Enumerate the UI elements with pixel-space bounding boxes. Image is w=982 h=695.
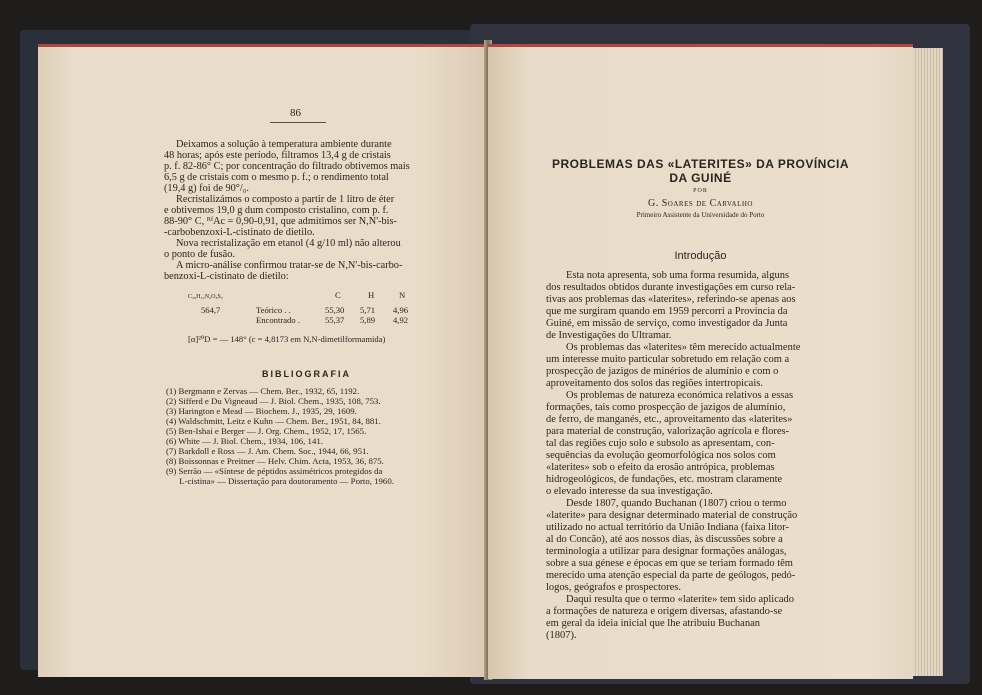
reference-item: (7) Barkdoll e Ross — J. Am. Chem. Soc., 1944, 66, 951. [166,446,369,456]
text-line: terminologia a utilizar para designar formações análogas, [546,546,787,557]
text-line: 6,5 g de cristais com o mesmo p. f.; o rendimento total [164,172,389,183]
row-label: Teórico . . [256,305,291,315]
text-line: utilizado no actual território da União Indiana (faixa litor- [546,522,789,533]
article-title-line2: DA GUINÉ [669,171,732,185]
text-line: Daqui resulta que o termo «laterite» tem sido aplicado [566,594,795,605]
text-line: merecido uma atenção especial da parte de geólogos, pedó- [546,570,796,581]
col-header-n: N [399,290,406,300]
cell-value: 55,30 [325,305,345,315]
text-line: Os problemas das «laterites» têm merecido actualmente [566,342,801,353]
text-line: Desde 1807, quando Buchanan (1807) criou o termo [566,498,787,509]
reference-item: (5) Ben-Ishai e Berger — J. Org. Chem., 1952, 17, 1565. [166,426,367,436]
text-line: aproveitamento dos solos das regiões intertropicais. [546,378,763,389]
text-line: dos resultados obtidos durante investigações em curso rela- [546,282,796,293]
text-line: a formações de natureza e origem diversas, afastando-se [546,606,783,617]
cell-value: 55,37 [325,315,345,325]
article-title-line1: PROBLEMAS DAS «LATERITES» DA PROVÍNCIA [551,157,850,171]
reference-item: (2) Sifferd e Du Vigneaud — J. Biol. Chem., 1935, 108, 753. [166,396,381,406]
text-line: (19,4 g) foi de 90°/₀. [164,183,249,194]
reference-item: (1) Bergmann e Zervas — Chem. Ber., 1932, 65, 1192. [166,386,360,396]
text-line: 88-90° C, ᴿᶠAc = 0,90-0,91, que admitimos ser N,N'-bis- [164,216,397,227]
text-line: Recristalizámos o composto a partir de 1 litro de éter [176,194,395,205]
text-line: formações, tais como prospecção de jazigos de alumínio, [546,402,786,413]
molecular-mass: 564,7 [201,305,221,315]
reference-item: (9) Serrão — «Síntese de péptidos assimétricos protegidos da [166,466,383,476]
cell-value: 5,89 [360,315,376,325]
text-line: Os problemas de natureza económica relativos a essas [566,390,794,401]
text-line: logos, geógrafos e prospectores. [546,582,682,593]
text-line: que me surgiram quando em 1959 percorri a Província da [546,306,788,317]
reference-item: (8) Boissonnas e Preitner — Helv. Chim. Acta, 1953, 36, 875. [166,456,384,466]
cell-value: 4,92 [393,315,409,325]
text-line: «laterites» sob o efeito da erosão antrópica, problemas [546,462,775,473]
text-line: (1807). [546,630,577,641]
cell-value: 4,96 [393,305,409,315]
section-heading: Introdução [674,250,727,262]
text-line: tal das regiões cujo solo e subsolo as apresentam, con- [546,438,775,449]
author-name: G. Soares de Carvalho [648,198,753,209]
text-line: Nova recristalização em etanol (4 g/10 ml) não alterou [176,238,401,249]
text-line: sequências da evolução geomorfológica nos solos com [546,450,776,461]
by-label: POR [693,188,708,194]
text-line: sobre a sua génese e épocas em que se teriam formado têm [546,558,793,569]
text-line: Esta nota apresenta, sob uma forma resumida, alguns [566,270,790,281]
right-page [488,44,913,679]
text-line: al do Concão), até aos nossos dias, às discussões sobre a [546,534,783,545]
text-line: um interesse muito particular sobretudo em relação com a [546,354,790,365]
col-header-c: C [335,290,341,300]
text-line: prospecção de jazigos de minérios de alumínio e com o [546,366,779,377]
text-line: benzoxi-L-cistinato de dietilo: [164,271,289,282]
reference-item: (6) White — J. Biol. Chem., 1934, 106, 141. [166,436,323,446]
text-line: de ferro, de manganés, etc., aproveitamento das «laterites» [546,414,793,425]
text-line: -carbobenzoxi-L-cistinato de dietilo. [164,227,315,238]
text-line: 48 horas; após este período, filtramos 13,4 g de cristais [164,150,391,161]
reference-item: (4) Waldschmitt, Leitz e Kuhn — Chem. Ber., 1951, 84, 881. [166,416,381,426]
text-line: e obtivemos 19,0 g dum composto cristalino, com p. f. [164,205,389,216]
bibliography-heading: BIBLIOGRAFIA [262,369,351,379]
author-affiliation: Primeiro Assistente da Universidade do Porto [636,211,765,219]
reference-item: (3) Harington e Mead — Biochem. J., 1935, 29, 1609. [166,406,357,416]
text-line: A micro-análise confirmou tratar-se de N,N'-bis-carbo- [176,260,403,271]
text-line: Guiné, em missão de serviço, como investigador da Junta [546,318,788,329]
page-number-rule [270,122,326,123]
row-label: Encontrado . [256,315,300,325]
page-edges [913,48,943,676]
optical-rotation: [α]²⁰D = — 148° (c = 4,8173 em N,N-dimetilformamida) [188,334,386,344]
text-line: de Investigações do Ultramar. [546,330,672,341]
reference-item: L-cistina» — Dissertação para doutoramento — Porto, 1960. [166,476,394,486]
text-line: «laterite» para designar determinado material de construção [546,510,798,521]
page-number: 86 [290,107,301,119]
col-header-h: H [368,290,375,300]
left-page [38,44,488,677]
text-line: para material de construção, valorização agrícola e flores- [546,426,790,437]
cell-value: 5,71 [360,305,376,315]
text-line: o ponto de fusão. [164,249,235,260]
text-line: em geral da ideia inicial que lhe atribuiu Buchanan [546,618,760,629]
molecular-formula: C₂₆H₃₂N₂O₈S₂ [188,294,223,300]
text-line: p. f. 82-86° C; por concentração do filtrado obtivemos mais [164,161,410,172]
text-line: o elevado interesse da sua investigação. [546,486,713,497]
text-line: Deixamos a solução à temperatura ambiente durante [176,139,392,150]
text-line: tivas aos problemas das «laterites», referindo-se apenas aos [546,294,796,305]
text-line: hidrogeológicos, de fundações, etc. mostram claramente [546,474,783,485]
